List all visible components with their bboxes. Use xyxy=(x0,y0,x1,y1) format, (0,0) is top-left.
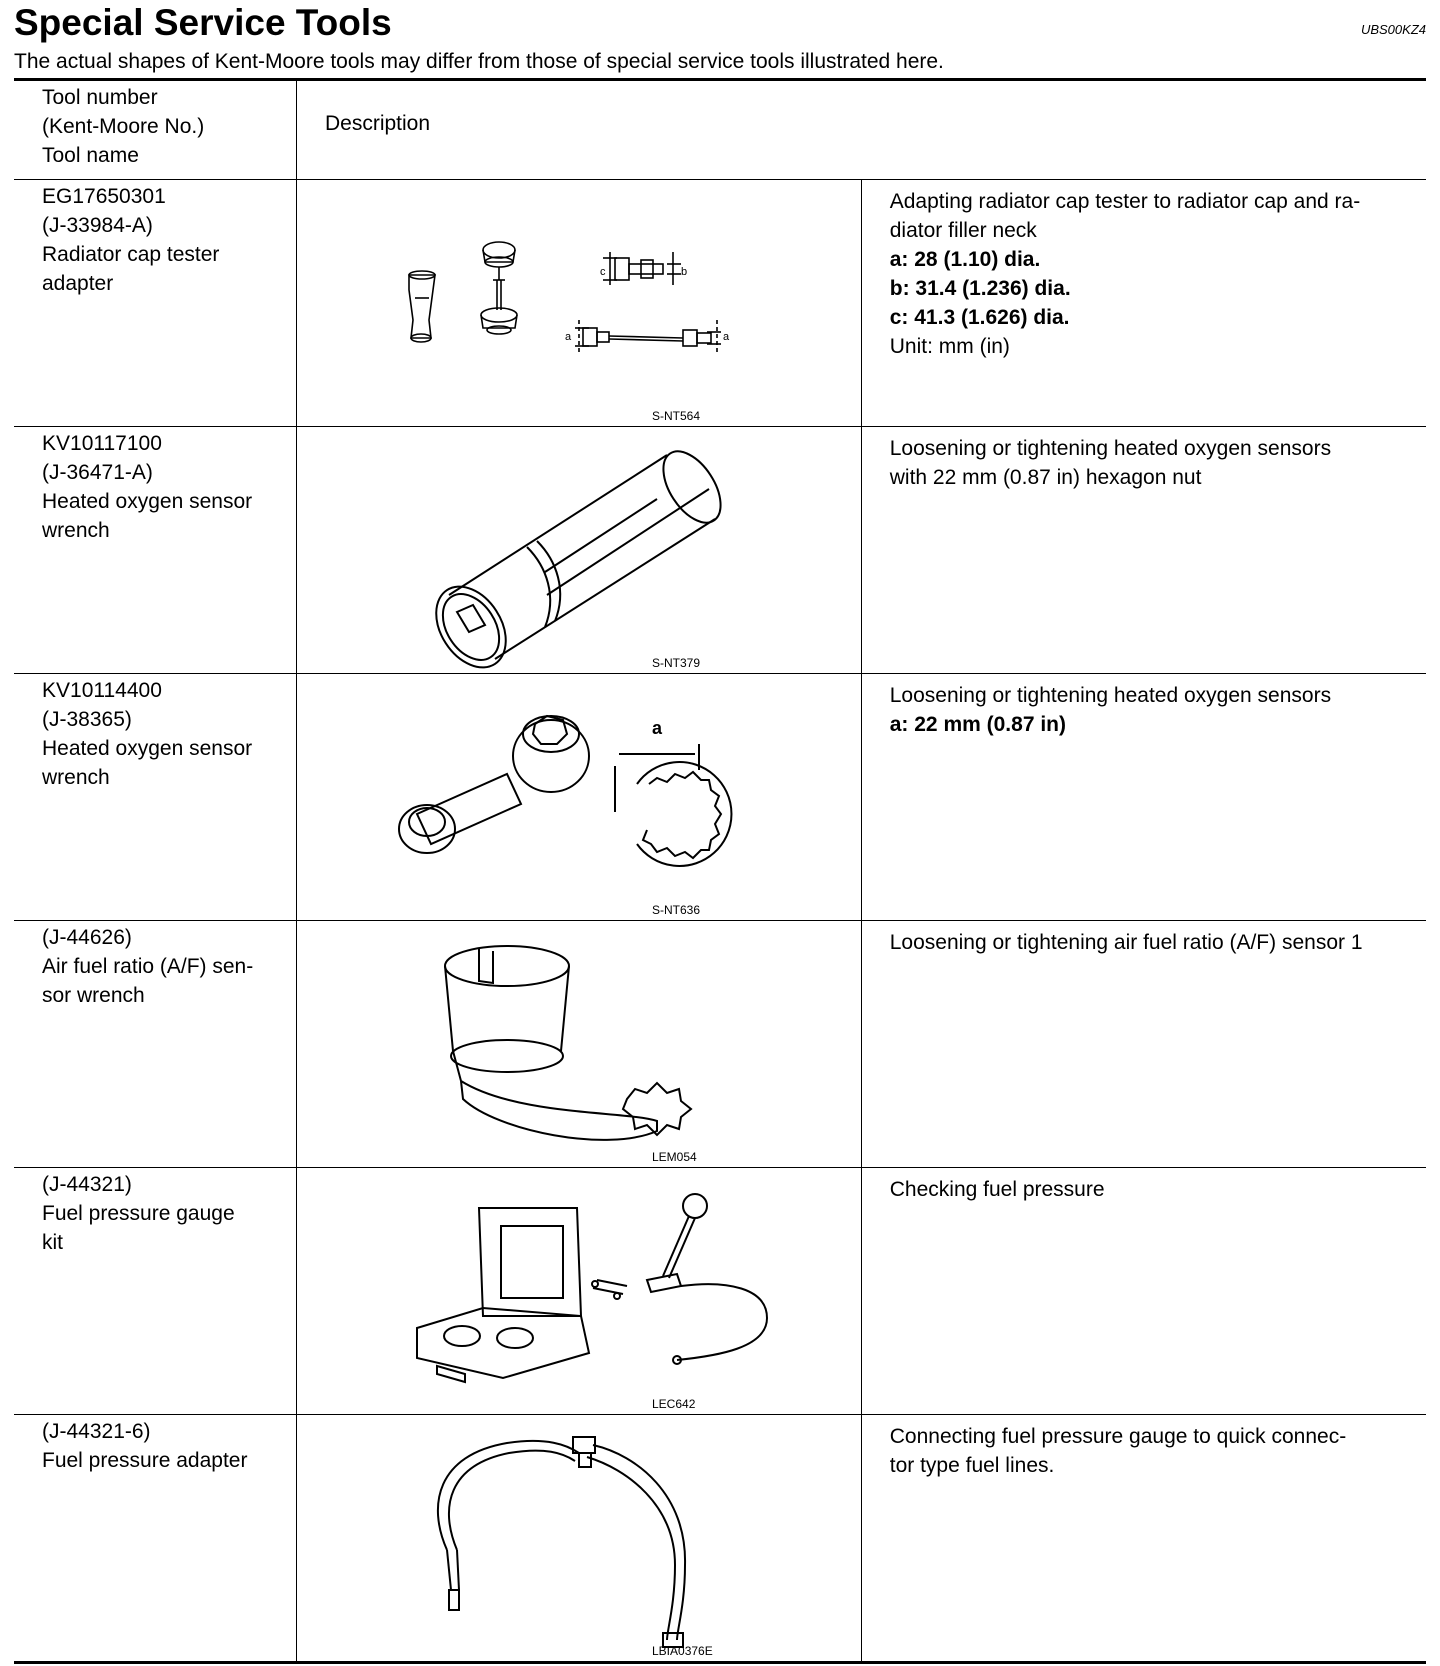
description-cell xyxy=(861,1168,1426,1415)
tool-name: wrench xyxy=(42,519,110,542)
description-text: Checking fuel pressure xyxy=(889,1178,1105,1201)
kent-moore-number: (J-44321-6) xyxy=(42,1420,151,1443)
kent-moore-number: (J-36471-A) xyxy=(42,461,153,484)
kent-moore-number: (J-44321) xyxy=(42,1173,132,1196)
tool-name: sor wrench xyxy=(42,984,145,1007)
radiator-cap-tester-adapter-illustration xyxy=(297,180,861,425)
tool-cell xyxy=(14,1168,297,1415)
tool-cell xyxy=(14,427,297,674)
figure-label: LBIA0376E xyxy=(652,1644,713,1658)
description-text: Loosening or tightening heated oxygen sensors xyxy=(889,437,1332,460)
dimension-label-a: a xyxy=(723,331,730,343)
tool-name: Fuel pressure gauge xyxy=(42,1202,235,1225)
description-cell xyxy=(861,180,1426,427)
document-code: UBS00KZ4 xyxy=(1360,22,1426,37)
figure-cell xyxy=(297,1415,862,1663)
figure-label: S-NT379 xyxy=(652,656,701,670)
tool-name: Fuel pressure adapter xyxy=(42,1449,248,1472)
description-text: with 22 mm (0.87 in) hexagon nut xyxy=(889,466,1202,489)
figure-cell xyxy=(297,674,862,921)
special-service-tools-table xyxy=(14,78,1426,1664)
table-row xyxy=(14,1168,1426,1415)
tool-number: KV10114400 xyxy=(42,679,162,702)
description-cell xyxy=(861,674,1426,921)
dimension-c: c: 41.3 (1.626) dia. xyxy=(889,306,1070,329)
tool-name: Heated oxygen sensor xyxy=(42,490,253,513)
unit-note: Unit: mm (in) xyxy=(889,335,1010,358)
table-row xyxy=(14,1415,1426,1663)
description-cell xyxy=(861,1415,1426,1663)
header-tool-cell xyxy=(14,80,297,180)
tool-cell xyxy=(14,1415,297,1663)
offset-wrench-illustration xyxy=(297,674,861,919)
table-row xyxy=(14,427,1426,674)
tool-cell xyxy=(14,921,297,1168)
figure-label: S-NT564 xyxy=(652,409,701,423)
description-text: Loosening or tightening heated oxygen sensors xyxy=(889,684,1332,707)
header-description-cell xyxy=(297,80,1427,180)
socket-wrench-illustration xyxy=(297,427,861,672)
tool-name: wrench xyxy=(42,766,110,789)
kent-moore-number: (J-38365) xyxy=(42,708,132,731)
figure-cell xyxy=(297,1168,862,1415)
figure-cell xyxy=(297,921,862,1168)
figure-cell xyxy=(297,180,862,427)
figure-label: LEM054 xyxy=(652,1150,697,1164)
dimension-label-c: c xyxy=(600,266,606,278)
description-text: diator filler neck xyxy=(889,219,1037,242)
description-text: Loosening or tightening air fuel ratio (A/F) sensor 1 xyxy=(889,931,1363,954)
description-text: tor type fuel lines. xyxy=(889,1454,1055,1477)
dimension-label-b: b xyxy=(681,266,688,278)
description-cell xyxy=(861,921,1426,1168)
tool-cell xyxy=(14,180,297,427)
tool-name: Air fuel ratio (A/F) sen- xyxy=(42,955,254,978)
dimension-a: a: 22 mm (0.87 in) xyxy=(889,713,1066,736)
dimension-b: b: 31.4 (1.236) dia. xyxy=(889,277,1071,300)
fuel-pressure-adapter-hose-illustration xyxy=(297,1415,861,1660)
tool-name: adapter xyxy=(42,272,114,295)
kent-moore-number: (J-44626) xyxy=(42,926,132,949)
fuel-pressure-gauge-kit-illustration xyxy=(297,1168,861,1413)
page-note: The actual shapes of Kent-Moore tools may differ from those of special service tools illustrated here. xyxy=(14,50,944,73)
dimension-a: a: 28 (1.10) dia. xyxy=(889,248,1041,271)
dimension-label-a: a xyxy=(565,331,572,343)
description-text: Connecting fuel pressure gauge to quick connec- xyxy=(889,1425,1347,1448)
tool-number: KV10117100 xyxy=(42,432,162,455)
header-tool-name: Tool name xyxy=(42,144,139,167)
figure-label: LEC642 xyxy=(652,1397,696,1411)
figure-label: S-NT636 xyxy=(652,903,701,917)
tool-name: Radiator cap tester xyxy=(42,243,220,266)
af-sensor-wrench-illustration xyxy=(297,921,861,1166)
figure-cell xyxy=(297,427,862,674)
header-description: Description xyxy=(325,112,431,135)
header-kent-moore-no: (Kent-Moore No.) xyxy=(42,115,205,138)
tool-name: Heated oxygen sensor xyxy=(42,737,253,760)
dimension-label-a: a xyxy=(652,718,663,738)
table-header-row xyxy=(14,80,1426,180)
table-row xyxy=(14,921,1426,1168)
description-text: Adapting radiator cap tester to radiator cap and ra- xyxy=(889,190,1361,213)
tool-cell xyxy=(14,674,297,921)
table-row xyxy=(14,180,1426,427)
tool-number: EG17650301 xyxy=(42,185,166,208)
table-row xyxy=(14,674,1426,921)
kent-moore-number: (J-33984-A) xyxy=(42,214,153,237)
tool-name: kit xyxy=(42,1231,63,1254)
page-title: Special Service Tools xyxy=(14,2,392,43)
description-cell xyxy=(861,427,1426,674)
header-tool-number: Tool number xyxy=(42,86,158,109)
